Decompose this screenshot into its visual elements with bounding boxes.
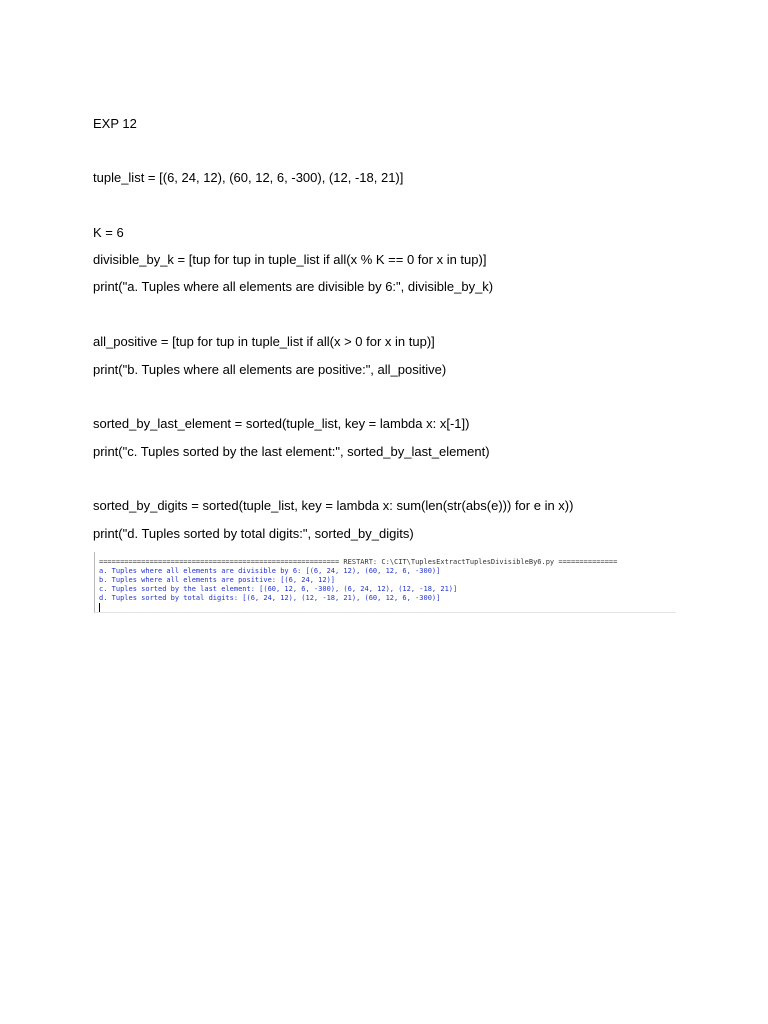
code-line-sorted-by-digits: sorted_by_digits = sorted(tuple_list, key = lambda x: sum(len(str(abs(e))) for e in x))	[93, 498, 574, 513]
code-line-print-a: print("a. Tuples where all elements are divisible by 6:", divisible_by_k)	[93, 279, 494, 294]
output-screenshot	[94, 552, 676, 613]
code-line-print-b: print("b. Tuples where all elements are positive:", all_positive)	[93, 362, 447, 377]
code-line-print-c: print("c. Tuples sorted by the last element:", sorted_by_last_element)	[93, 444, 490, 459]
document-heading: EXP 12	[93, 116, 137, 131]
shell-output-line-d: d. Tuples sorted by total digits: [(6, 24, 12), (12, -18, 21), (60, 12, 6, -300)]	[99, 594, 441, 602]
code-line-k: K = 6	[93, 225, 124, 240]
shell-restart-line: ========================================================= RESTART: C:\CIT\TuplesExtractTuplesDivisibleBy6.py ==============	[99, 558, 618, 566]
code-line-print-d: print("d. Tuples sorted by total digits:", sorted_by_digits)	[93, 526, 414, 541]
code-line-divisible-by-k: divisible_by_k = [tup for tup in tuple_list if all(x % K == 0 for x in tup)]	[93, 252, 487, 267]
shell-output-line-c: c. Tuples sorted by the last element: [(60, 12, 6, -300), (6, 24, 12), (12, -18, 21)]	[99, 585, 458, 593]
code-line-sorted-by-last: sorted_by_last_element = sorted(tuple_list, key = lambda x: x[-1])	[93, 416, 470, 431]
code-line-all-positive: all_positive = [tup for tup in tuple_list if all(x > 0 for x in tup)]	[93, 334, 435, 349]
shell-output-line-a: a. Tuples where all elements are divisible by 6: [(6, 24, 12), (60, 12, 6, -300)]	[99, 567, 441, 575]
code-line-tuple-list: tuple_list = [(6, 24, 12), (60, 12, 6, -300), (12, -18, 21)]	[93, 170, 404, 185]
shell-output-line-b: b. Tuples where all elements are positive: [(6, 24, 12)]	[99, 576, 336, 584]
text-cursor	[99, 603, 100, 612]
